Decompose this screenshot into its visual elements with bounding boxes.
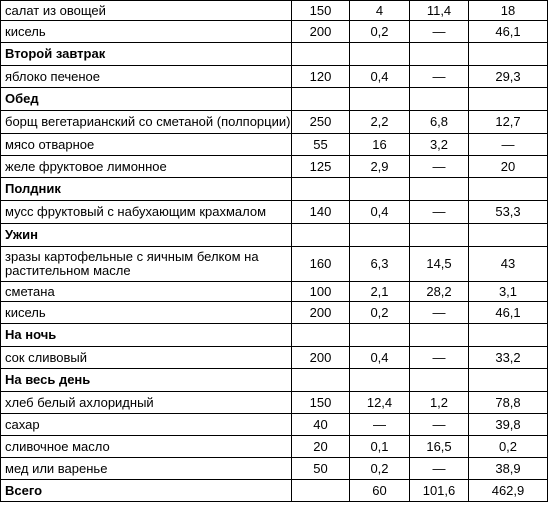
carbs-cell: 0,2 — [469, 436, 548, 458]
weight-cell: 40 — [292, 414, 350, 436]
fat-cell: 1,2 — [410, 392, 469, 414]
carbs-cell — [469, 324, 548, 347]
table-row — [1, 201, 548, 224]
weight-cell: 100 — [292, 282, 350, 302]
food-name-cell: сок сливовый — [1, 347, 292, 369]
fat-cell: 3,2 — [410, 134, 469, 156]
food-name-cell: салат из овощей — [1, 1, 292, 21]
diet-table-body — [1, 1, 548, 502]
food-name-cell: Ужин — [1, 224, 292, 247]
weight-cell — [292, 178, 350, 201]
table-row — [1, 392, 548, 414]
carbs-cell: 43 — [469, 247, 548, 282]
food-name-cell: желе фруктовое лимонное — [1, 156, 292, 178]
protein-cell: 4 — [350, 1, 410, 21]
protein-cell: 2,2 — [350, 111, 410, 134]
fat-cell — [410, 43, 469, 66]
food-name-cell: Обед — [1, 88, 292, 111]
carbs-cell: 39,8 — [469, 414, 548, 436]
carbs-cell: 29,3 — [469, 66, 548, 88]
table-row — [1, 436, 548, 458]
fat-cell: — — [410, 201, 469, 224]
weight-cell — [292, 43, 350, 66]
section-header-row — [1, 224, 548, 247]
food-name-cell: На весь день — [1, 369, 292, 392]
weight-cell — [292, 480, 350, 502]
food-name-cell: сахар — [1, 414, 292, 436]
food-name-cell: мед или варенье — [1, 458, 292, 480]
fat-cell: 28,2 — [410, 282, 469, 302]
carbs-cell — [469, 43, 548, 66]
carbs-cell: 38,9 — [469, 458, 548, 480]
fat-cell — [410, 224, 469, 247]
weight-cell: 150 — [292, 1, 350, 21]
carbs-cell: 462,9 — [469, 480, 548, 502]
protein-cell: 0,4 — [350, 66, 410, 88]
section-header-row — [1, 43, 548, 66]
carbs-cell — [469, 224, 548, 247]
protein-cell: 0,2 — [350, 458, 410, 480]
weight-cell: 200 — [292, 347, 350, 369]
protein-cell: 0,2 — [350, 302, 410, 324]
protein-cell: 2,1 — [350, 282, 410, 302]
section-header-row — [1, 88, 548, 111]
protein-cell — [350, 178, 410, 201]
carbs-cell: 53,3 — [469, 201, 548, 224]
section-header-row — [1, 178, 548, 201]
protein-cell: — — [350, 414, 410, 436]
fat-cell — [410, 178, 469, 201]
fat-cell: 14,5 — [410, 247, 469, 282]
food-name-cell: мясо отварное — [1, 134, 292, 156]
food-name-cell: яблоко печеное — [1, 66, 292, 88]
food-name-cell: На ночь — [1, 324, 292, 347]
weight-cell: 120 — [292, 66, 350, 88]
protein-cell: 0,4 — [350, 201, 410, 224]
fat-cell: — — [410, 21, 469, 43]
food-name-cell: кисель — [1, 21, 292, 43]
fat-cell: — — [410, 66, 469, 88]
weight-cell: 140 — [292, 201, 350, 224]
food-name-cell: мусс фруктовый с набухающим крахмалом — [1, 201, 292, 224]
protein-cell — [350, 88, 410, 111]
table-row — [1, 21, 548, 43]
carbs-cell: 20 — [469, 156, 548, 178]
weight-cell — [292, 324, 350, 347]
weight-cell: 50 — [292, 458, 350, 480]
carbs-cell: 46,1 — [469, 21, 548, 43]
food-name-cell: борщ вегетарианский со сметаной (полпорции) — [1, 111, 292, 134]
table-row — [1, 66, 548, 88]
food-name-cell: Всего — [1, 480, 292, 502]
fat-cell: — — [410, 458, 469, 480]
fat-cell: 6,8 — [410, 111, 469, 134]
food-name-cell: Второй завтрак — [1, 43, 292, 66]
table-row — [1, 156, 548, 178]
fat-cell: 16,5 — [410, 436, 469, 458]
weight-cell: 55 — [292, 134, 350, 156]
food-name-cell: зразы картофельные с яичным белком на растительном масле — [1, 247, 292, 282]
protein-cell: 12,4 — [350, 392, 410, 414]
carbs-cell: — — [469, 134, 548, 156]
fat-cell: 101,6 — [410, 480, 469, 502]
table-row — [1, 247, 548, 282]
table-row — [1, 302, 548, 324]
protein-cell: 0,1 — [350, 436, 410, 458]
table-row — [1, 458, 548, 480]
carbs-cell: 3,1 — [469, 282, 548, 302]
fat-cell: — — [410, 156, 469, 178]
protein-cell — [350, 369, 410, 392]
protein-cell: 2,9 — [350, 156, 410, 178]
weight-cell: 150 — [292, 392, 350, 414]
table-row — [1, 1, 548, 21]
total-row — [1, 480, 548, 502]
fat-cell: 11,4 — [410, 1, 469, 21]
carbs-cell: 18 — [469, 1, 548, 21]
carbs-cell: 46,1 — [469, 302, 548, 324]
food-name-cell: Полдник — [1, 178, 292, 201]
food-name-cell: хлеб белый ахлоридный — [1, 392, 292, 414]
fat-cell — [410, 324, 469, 347]
fat-cell — [410, 88, 469, 111]
table-row — [1, 111, 548, 134]
weight-cell: 250 — [292, 111, 350, 134]
protein-cell: 0,4 — [350, 347, 410, 369]
table-row — [1, 347, 548, 369]
carbs-cell — [469, 369, 548, 392]
section-header-row — [1, 369, 548, 392]
weight-cell — [292, 369, 350, 392]
fat-cell: — — [410, 414, 469, 436]
fat-cell: — — [410, 302, 469, 324]
fat-cell: — — [410, 347, 469, 369]
weight-cell — [292, 224, 350, 247]
weight-cell — [292, 88, 350, 111]
weight-cell: 160 — [292, 247, 350, 282]
protein-cell: 60 — [350, 480, 410, 502]
weight-cell: 125 — [292, 156, 350, 178]
weight-cell: 20 — [292, 436, 350, 458]
carbs-cell: 33,2 — [469, 347, 548, 369]
table-row — [1, 134, 548, 156]
carbs-cell: 12,7 — [469, 111, 548, 134]
protein-cell — [350, 224, 410, 247]
carbs-cell — [469, 178, 548, 201]
protein-cell: 16 — [350, 134, 410, 156]
section-header-row — [1, 324, 548, 347]
food-name-cell: кисель — [1, 302, 292, 324]
food-name-cell: сметана — [1, 282, 292, 302]
table-row — [1, 282, 548, 302]
protein-cell: 6,3 — [350, 247, 410, 282]
protein-cell: 0,2 — [350, 21, 410, 43]
protein-cell — [350, 43, 410, 66]
carbs-cell — [469, 88, 548, 111]
carbs-cell: 78,8 — [469, 392, 548, 414]
food-name-cell: сливочное масло — [1, 436, 292, 458]
weight-cell: 200 — [292, 21, 350, 43]
weight-cell: 200 — [292, 302, 350, 324]
table-row — [1, 414, 548, 436]
fat-cell — [410, 369, 469, 392]
protein-cell — [350, 324, 410, 347]
